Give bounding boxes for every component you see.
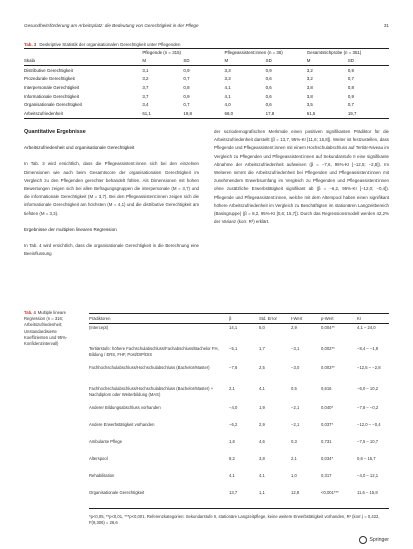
table-cell: 61,5 [307, 109, 348, 118]
table-cell: −5,1 [229, 346, 238, 351]
table-row [89, 364, 389, 385]
table-cell: Fachhochschulabschluss/Hochschulabschluss (Bachelor/Master) + Nachdiplom oder Weiterbildung (MAS) [89, 386, 214, 398]
table-cell: 0,8 [347, 84, 354, 90]
table-4-label: Tab. 4 [24, 310, 36, 315]
column-header: M [307, 56, 348, 65]
table-cell: 14,1 [229, 325, 238, 330]
table-cell: 0,004** [321, 325, 335, 330]
column-header: KI [357, 314, 389, 324]
table-cell: 0,731 [321, 439, 332, 444]
table-cell: 4,1 [224, 93, 231, 99]
table-cell: −2,1 [291, 422, 300, 427]
table-cell: 0,9 [183, 67, 190, 73]
paragraph: In Tab. 3 wird ersichtlich, dass die Pflegeassistent:innen sich bei den einzelnen Dimensionen wie auch beim Gesamtscore der organisationalen Gerechtigkeit im Vergleich zu den Pflegenden gerechter behandelt fühlen. Als Dimensionen mit hohen Bewertungen zeigen sich bei allen Befragungsgruppen die interpersonale (M = 3,7) und die informationale Gerechtigkeit (M = 3,7). Bei den Pflegeassistent:innen zeigen sich die informationale Gerechtigkeit am höchsten (M = 4,1) und die distributive Gerechtigkeit am tiefsten (M = 3,3). [24, 161, 199, 216]
table-cell: −7,8 – −0,2 [357, 405, 379, 410]
table-cell: 0,7 [183, 102, 190, 108]
table-3-caption-text: Deskriptive Statistik der organisationalen Gerechtigkeit unter Pflegenden [39, 42, 181, 47]
table-cell: 1,1 [259, 489, 291, 509]
table-cell: −2,1 [291, 405, 300, 410]
table-cell: 3,5 [306, 102, 313, 108]
publisher-logo [359, 536, 389, 544]
table-cell: Informationale Gerechtigkeit [24, 93, 79, 99]
group-header: Pflegende (n = 315) [142, 49, 224, 57]
table-cell: −7,6 [229, 365, 238, 370]
table-row [24, 92, 389, 101]
table-cell: −4,0 – 12,1 [357, 473, 379, 478]
table-cell: Fachhochschulabschluss/Hochschulabschluss (Bachelor/Master) [89, 365, 210, 370]
table-cell: Distributive Gerechtigkeit [24, 67, 73, 73]
table-cell: (Intercept) [89, 325, 109, 330]
table-cell: 4,1 [259, 473, 265, 478]
table-cell: 0,6 – 15,7 [357, 456, 376, 461]
table-cell: Alterspool [89, 456, 108, 461]
table-cell: −3,1 [291, 346, 300, 351]
table-cell: 0,034* [321, 456, 334, 461]
table-row [89, 404, 389, 421]
table-row [24, 83, 389, 92]
table-row [24, 74, 389, 83]
table-row [89, 489, 389, 509]
table-cell: Organisationale Gerechtigkeit [24, 102, 82, 108]
table-3-label: Tab. 3 [24, 42, 37, 47]
column-header: Skala [24, 56, 142, 65]
table-cell: Andere Erwerbstätigkeit vorhanden [89, 422, 155, 427]
table-cell: 0,002** [321, 346, 335, 351]
table-3 [24, 48, 389, 119]
table-row [89, 421, 389, 438]
publisher-logo-text: Springer [369, 537, 389, 543]
column-header: p-Wert [321, 314, 357, 324]
column-header: SD [348, 56, 389, 65]
table-cell: −12,0 – −0,4 [357, 422, 381, 427]
column-header: β [229, 314, 259, 324]
table-cell: Prozedurale Gerechtigkeit [24, 76, 75, 82]
running-title: Gesundheitsförderung am Arbeitsplatz: die Bedeutung von Gerechtigkeit in der Pflege [24, 22, 199, 28]
table-cell: 8,2 [229, 456, 235, 461]
table-cell: −4,0 [229, 405, 238, 410]
column-header: M [142, 56, 183, 65]
table-cell: 61,1 [142, 109, 183, 118]
running-header [24, 20, 389, 30]
table-cell: 3,8 [259, 456, 265, 461]
table-cell: 1,7 [259, 346, 265, 351]
table-cell: 3,2 [306, 76, 313, 82]
table-4 [89, 313, 389, 509]
table-cell: 3,3 [224, 76, 231, 82]
column-header: M [225, 56, 266, 65]
table-cell: Anderer Bildungsabschluss vorhanden [89, 405, 161, 410]
table-cell: 0,7 [183, 76, 190, 82]
table-cell: 0,6 [265, 93, 272, 99]
table-cell: 13,7 [229, 489, 259, 509]
table-cell: 19,8 [183, 109, 224, 118]
table-cell: Arbeitszufriedenheit [24, 109, 142, 118]
section-title: Quantitative Ergebnisse [24, 129, 86, 135]
table-3-caption [24, 42, 180, 47]
table-4-footnote: *p<0,05, **p<0,01, ***p<0,001. Referenzkategorien: Sekundarstufe II, stationäre Langzeitpflege, keine weitere Erwerbstätigkeit vorhanden, R² (korr.) = 0,422, F(9,306) = 26,6 [89, 514, 380, 525]
table-cell: 2,5 [259, 365, 265, 370]
table-cell: 0,5 [291, 386, 297, 391]
table-cell: 4,1 – 24,0 [357, 325, 376, 330]
table-cell: 4,1 [259, 386, 265, 391]
table-cell: 0,616 [321, 386, 332, 391]
springer-horse-icon [359, 536, 367, 544]
right-column [214, 128, 389, 234]
table-4-caption-text: Multiple lineare Regression (n = 316; Arbeitszufriedenheit; Unstandardisierte Koeffizienten und 95%-Konfidenzintervall) [24, 310, 68, 347]
column-header: Prädiktoren [89, 314, 229, 324]
table-row [89, 324, 389, 346]
table-cell: −6,2 [229, 422, 238, 427]
column-header: SD [183, 56, 224, 65]
table-cell: Organisationale Gerechtigkeit [89, 489, 229, 509]
table-cell: Interpersonale Gerechtigkeit [24, 84, 80, 90]
table-cell: 3,7 [142, 93, 149, 99]
table-row [24, 65, 389, 74]
table-cell: 5,0 [259, 325, 265, 330]
table-cell: 0,003** [321, 365, 335, 370]
table-cell: 3,8 [306, 93, 313, 99]
table-cell: 3,7 [142, 84, 149, 90]
table-row [24, 100, 389, 109]
table-cell: −6,0 – 10,2 [357, 386, 379, 391]
table-cell: 3,1 [142, 67, 149, 73]
table-cell: 2,1 [291, 456, 297, 461]
table-cell: Rehabilitation [89, 473, 115, 478]
table-4-caption [24, 310, 82, 347]
table-cell: 3,4 [142, 102, 149, 108]
table-cell: 4,1 [224, 84, 231, 90]
table-cell: −8,4 – −1,8 [357, 346, 379, 351]
table-cell: 0,7 [347, 102, 354, 108]
table-cell: 3,8 [306, 84, 313, 90]
subsection-title: Arbeitszufriedenheit und organisationale Gerechtigkeit [24, 145, 135, 151]
table-cell: 3,2 [142, 76, 149, 82]
table-cell: 2,1 [229, 386, 235, 391]
table-row [89, 472, 389, 489]
table-cell: 0,9 [265, 67, 272, 73]
table-cell: 3,3 [224, 67, 231, 73]
table-cell: 11,6 – 15,8 [357, 489, 389, 509]
table-cell: 0,9 [347, 67, 354, 73]
table-row [89, 345, 389, 364]
table-cell: 0,9 [183, 93, 190, 99]
table-cell: −3,0 [291, 365, 300, 370]
table-cell: 2,9 [259, 422, 265, 427]
table-cell: 19,7 [348, 109, 389, 118]
table-cell: 2,9 [291, 325, 297, 330]
table-cell: −7,5 – 10,7 [357, 439, 379, 444]
table-row [89, 438, 389, 455]
table-cell: 0,7 [347, 76, 354, 82]
group-header: Gesamtstichprobe (n = 351) [307, 49, 389, 57]
table-cell: Tertiärstufe: höhere Fachschulabschluss/Fachabschluss/Bachelor FH, Bildung / ERS, FHF, Post/DIP/DIS [89, 346, 219, 358]
table-row [89, 385, 389, 404]
table-cell: 0,3 [291, 439, 297, 444]
paragraph: In Tab. 4 wird ersichtlich, dass die organisationale Gerechtigkeit in die Berechnung eine Beeinflussung [24, 243, 199, 257]
column-header: SD [266, 56, 307, 65]
subsection-title: Ergebnisse der multiplen linearen Regression [24, 226, 117, 232]
table-cell: 1,0 [291, 473, 297, 478]
table-cell: 4,6 [259, 439, 265, 444]
table-cell: 0,6 [265, 76, 272, 82]
table-cell: <0,001*** [321, 489, 357, 509]
table-cell: 0,6 [265, 102, 272, 108]
table-row [24, 109, 389, 118]
table-cell: 0,9 [347, 93, 354, 99]
table-cell: 4,0 [224, 102, 231, 108]
table-cell: −12,5 – −2,8 [357, 365, 381, 370]
column-header: t-Wert [291, 314, 321, 324]
table-cell: 1,9 [259, 405, 265, 410]
table-cell: 17,8 [266, 109, 307, 118]
table-cell: 3,2 [306, 67, 313, 73]
table-cell: 0,317 [321, 473, 332, 478]
table-cell: 68,0 [225, 109, 266, 118]
table-cell: 0,6 [265, 84, 272, 90]
column-header: Std. Error [259, 314, 291, 324]
table-cell: 0,040* [321, 405, 334, 410]
table-cell: 4,1 [229, 473, 235, 478]
paragraph: der soziodemografischen Merkmale einen positiven signifikanten Prädiktor für die Arbeitszufriedenheit darstellt (β = 13,7, 95%-KI [11,6; 15,8]). Weiter ist festzustellen, dass Pflegende und Pflegeassistent:innen mit einem Hochschulabschluss auf Tertiär-Niveau im Vergleich zu Pflegenden und Pflegeassistent:innen auf Sekundarstufe II eine signifikante Abnahme der Arbeitszufriedenheit aufweisen (β = −7,6, 95%-KI [−12,5; −2,8]). Im Weiteren nimmt die Arbeitszufriedenheit bei Pflegenden und Pflegeassistent:innen mit zunehmendem Erwerbsumfang im Vergleich zu Pflegenden und Pflegeassistent:innen ohne zusätzliche Erwerbstätigkeit signifikant ab (β = −6,2, 95%-KI [−12,0; −0,4]). Pflegende und Pflegeassistent:innen, welche mit dem Alterspool haben einen signifikant höhere Arbeitszufriedenheit im Vergleich zu Beschäftigten im stationären Langzeitbereich (Basisgruppe) (β = 8,2, 95%-KI [0,6; 15,7]). Durch das Regressionsmodell werden 42,2% der Varianz (korr. R²) erklärt. [214, 129, 389, 225]
page-number: 31 [383, 22, 389, 28]
table-cell: Ambulante Pflege [89, 439, 123, 444]
group-header: Pflegeassistent:innen (n = 36) [225, 49, 307, 57]
left-column [24, 128, 199, 266]
table-row [89, 455, 389, 472]
table-cell: 0,8 [183, 84, 190, 90]
table-cell: 1,6 [229, 439, 235, 444]
table-cell: 0,037* [321, 422, 334, 427]
table-cell: 12,8 [291, 489, 321, 509]
